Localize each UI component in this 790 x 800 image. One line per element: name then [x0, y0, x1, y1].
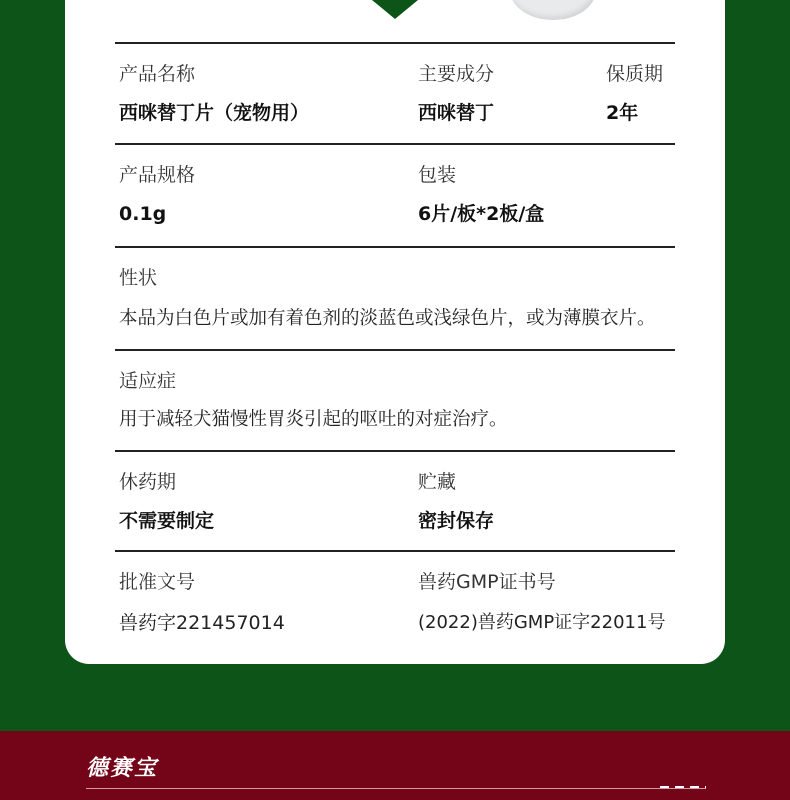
shelf-life-value: 2年	[606, 102, 639, 124]
section-divider	[115, 349, 675, 351]
section-divider	[115, 450, 675, 452]
footer-divider	[86, 788, 706, 789]
specification-label: 产品规格	[119, 164, 196, 186]
packaging-value: 6片/板*2板/盒	[418, 203, 545, 225]
product-name-value: 西咪替丁片（宠物用）	[119, 102, 310, 124]
approval-number-value: 兽药字221457014	[119, 612, 285, 634]
section-divider	[115, 42, 675, 44]
gmp-certificate-label: 兽药GMP证书号	[418, 571, 556, 593]
storage-label: 贮藏	[418, 471, 457, 493]
main-ingredient-label: 主要成分	[418, 63, 495, 85]
indications-value: 用于减轻犬猫慢性胃炎引起的呕吐的对症治疗。	[119, 409, 508, 430]
section-divider	[115, 246, 675, 248]
main-ingredient-value: 西咪替丁	[418, 102, 495, 124]
product-name-label: 产品名称	[119, 63, 196, 85]
shelf-life-label: 保质期	[606, 63, 664, 85]
withdrawal-period-label: 休药期	[119, 471, 177, 493]
appearance-label: 性状	[119, 267, 158, 289]
approval-number-label: 批准文号	[119, 571, 196, 593]
storage-value: 密封保存	[418, 510, 495, 532]
indications-label: 适应症	[119, 370, 177, 392]
packaging-label: 包装	[418, 164, 457, 186]
brand-logo: 德赛宝	[86, 756, 159, 781]
section-divider	[115, 143, 675, 145]
specification-value: 0.1g	[119, 203, 167, 225]
appearance-value: 本品为白色片或加有着色剂的淡蓝色或浅绿色片，或为薄膜衣片。	[119, 308, 656, 329]
card-pointer-arrow	[372, 0, 418, 19]
gmp-certificate-value: (2022)兽药GMP证字22011号	[418, 612, 666, 633]
footer-dash-ornament	[660, 786, 706, 788]
info-card	[65, 0, 725, 664]
section-divider	[115, 550, 675, 552]
withdrawal-period-value: 不需要制定	[119, 510, 215, 532]
